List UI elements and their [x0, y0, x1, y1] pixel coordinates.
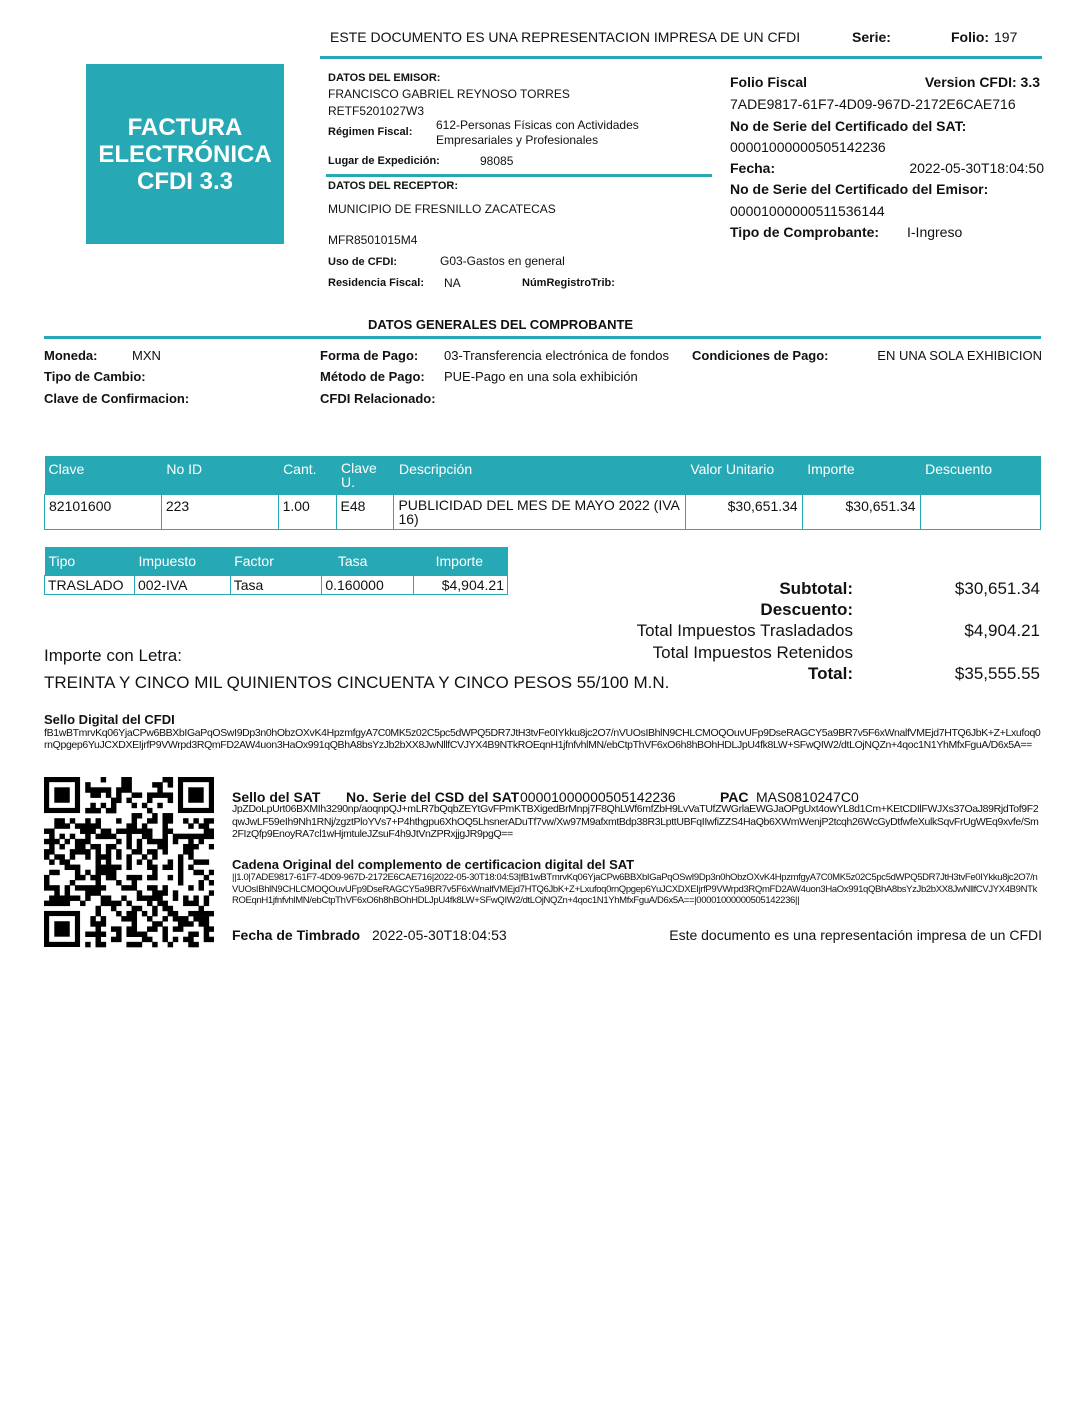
- tax-header-tasa: Tasa: [322, 547, 414, 576]
- concepts-header-row: [45, 456, 1041, 495]
- total-label: Total:: [807, 664, 853, 683]
- cell-claveu: E48: [336, 495, 394, 530]
- serie-label: Serie:: [852, 29, 891, 45]
- cell-clave: 82101600: [45, 495, 162, 530]
- residencia-value: NA: [444, 276, 461, 290]
- general-title: DATOS GENERALES DEL COMPROBANTE: [368, 317, 634, 332]
- logo-line-2: ELECTRÓNICA: [98, 140, 272, 168]
- forma-pago-value: 03-Transferencia electrónica de fondos: [444, 348, 669, 363]
- tipo-comprobante-value: I-Ingreso: [907, 224, 963, 240]
- cert-sat-value: 00001000000505142236: [730, 139, 886, 155]
- condiciones-pago-value: EN UNA SOLA EXHIBICION: [877, 348, 1042, 363]
- regimen-line-2: Empresariales y Profesionales: [436, 133, 599, 147]
- col-header-importe: Importe: [802, 456, 920, 495]
- trasladados-label: Total Impuestos Trasladados: [636, 621, 853, 640]
- fecha-timbrado-value: 2022-05-30T18:04:53: [372, 927, 507, 943]
- cert-emisor-label: No de Serie del Certificado del Emisor:: [730, 181, 989, 197]
- cert-sat-label: No de Serie del Certificado del SAT:: [730, 118, 967, 134]
- uso-cfdi-label: Uso de CFDI:: [328, 256, 398, 268]
- concepts-table: [44, 456, 1041, 530]
- tax-cell-factor: Tasa: [230, 576, 322, 595]
- col-header-descuento: Descuento: [920, 456, 1040, 495]
- qr-code-icon: [44, 777, 214, 949]
- fecha-timbrado-label: Fecha de Timbrado: [232, 927, 361, 943]
- cell-noid: 223: [161, 495, 278, 530]
- subtotal-label: Subtotal:: [779, 579, 853, 598]
- col-header-clave: Clave: [45, 456, 162, 495]
- document-notice: ESTE DOCUMENTO ES UNA REPRESENTACION IMPRESA DE UN CFDI: [330, 29, 801, 45]
- logo-line-1: FACTURA: [127, 113, 243, 141]
- regimen-line-1: 612-Personas Físicas con Actividades: [436, 118, 639, 132]
- tax-cell-tasa: 0.160000: [322, 576, 414, 595]
- numregistro-label: NúmRegistroTrib:: [522, 277, 615, 289]
- lugar-value: 98085: [480, 154, 514, 168]
- taxes-header-row: [45, 547, 508, 576]
- trasladados-value: $4,904.21: [964, 621, 1040, 640]
- emisor-section-label: DATOS DEL EMISOR:: [328, 72, 441, 84]
- col-header-claveu: Clave U.: [336, 456, 394, 495]
- subtotal-value: $30,651.34: [954, 579, 1040, 598]
- footer-notice: Este documento es una representación impresa de un CFDI: [669, 927, 1042, 943]
- tipo-cambio-label: Tipo de Cambio:: [44, 369, 146, 384]
- descuento-label: Descuento:: [760, 600, 853, 619]
- emisor-rule: [326, 174, 712, 177]
- fecha-label: Fecha:: [730, 160, 776, 176]
- general-rule: [44, 336, 1041, 339]
- moneda-value: MXN: [132, 348, 161, 363]
- cfdi-relacionado-label: CFDI Relacionado:: [320, 391, 436, 406]
- tax-cell-impuesto: 002-IVA: [134, 576, 230, 595]
- total-value: $35,555.55: [954, 664, 1040, 683]
- uso-cfdi-value: G03-Gastos en general: [440, 254, 565, 268]
- tax-header-tipo: Tipo: [45, 547, 135, 576]
- emisor-rfc: RETF5201027W3: [328, 104, 425, 118]
- cell-descripcion: PUBLICIDAD DEL MES DE MAYO 2022 (IVA 16): [394, 495, 685, 530]
- moneda-label: Moneda:: [44, 348, 98, 363]
- version-cfdi-label: Version CFDI: 3.3: [924, 74, 1040, 90]
- folio-fiscal-value: 7ADE9817-61F7-4D09-967D-2172E6CAE716: [730, 96, 1016, 112]
- importe-letra-value: TREINTA Y CINCO MIL QUINIENTOS CINCUENTA Y CINCO PESOS 55/100 M.N.: [44, 673, 670, 692]
- metodo-pago-label: Método de Pago:: [320, 369, 425, 384]
- cadena-original-value: ||1.0|7ADE9817-61F7-4D09-967D-2172E6CAE716|2022-05-30T18:04:53|fB1wBTmrvKq06YjaCPw6BBXbIGaPqOSwI9Dp3n0hObzOXvK4HpzmfgyA7C0MK5z02C5pc5dWPQ5DR7JtH3tvFe0IYkku8jc2O7/nVUOsIBhlN9CHLCMOQOuvUFp9DseRAGCY5a9BR7v5F6xWnalfVMEjd7HTQ6JbK+Z+Lxufoq0rnQpgep6YuJCXDXEIjrfP9VWrpd3RQmFD2AW4uon3HaOx991qQBhA8bsYzJb2bXX8JwNllfCVJYX4B9NTkROEqnH1jfnfvhlMN/ebCtpThVF6xO6h8hBOhHDLJpU4fk8LW+SFwQIW2/dtLOjNQZn+4qoc1N1YhMfxFguA/D6x5A==|00001000000505142236||: [232, 872, 1038, 906]
- fecha-value: 2022-05-30T18:04:50: [909, 160, 1044, 176]
- tax-header-factor: Factor: [230, 547, 322, 576]
- sello-cfdi-value: fB1wBTmrvKq06YjaCPw6BBXbIGaPqOSwI9Dp3n0hObzOXvK4HpzmfgyA7C0MK5z02C5pc5dWPQ5DR7JtH3tvFe0IYkku8jc2O7/nVUOsIBhlN9CHLCMOQOuvUFp9DseRAGCY5a9BR7v5F6xWnalfVMEjd7HTQ6JbK+Z+Lxufoq0rnQpgep6YuJCXDXEIjrfP9VWrpd3RQmFD2AW4uon3HaOx991qQBhA8bsYzJb2bXX8JwNllfCVJYX4B9NTkROEqnH1jfnfvhlMN/ebCtpThVF6xO6h8hBOhHDLJpU4fk8LW+SFwQIW2/dtLOjNQZn+4qoc1N1YhMfxFguA/D6x5A==: [44, 727, 1041, 751]
- tax-header-importe: Importe: [414, 547, 508, 576]
- cell-valor-unitario: $30,651.34: [685, 495, 802, 530]
- cert-emisor-value: 00001000000511536144: [730, 203, 885, 219]
- retenidos-label: Total Impuestos Retenidos: [652, 643, 853, 662]
- col-header-valor-unitario: Valor Unitario: [685, 456, 802, 495]
- cell-importe: $30,651.34: [802, 495, 920, 530]
- folio-fiscal-label: Folio Fiscal: [730, 74, 808, 90]
- sello-cfdi-label: Sello Digital del CFDI: [44, 712, 175, 727]
- regimen-label: Régimen Fiscal:: [328, 126, 413, 138]
- lugar-label: Lugar de Expedición:: [328, 155, 440, 167]
- tax-cell-tipo: TRASLADO: [45, 576, 135, 595]
- emisor-name: FRANCISCO GABRIEL REYNOSO TORRES: [328, 87, 570, 101]
- metodo-pago-value: PUE-Pago en una sola exhibición: [444, 369, 638, 384]
- sello-sat-value: JpZDoLpUrt06BXMIh3290np/aoqnpQJ+mLR7bQqbZEYtGvFPmKTBXigedBrMnpj7F8QhLWf6mfZbH9LvVaTUfZWGrlaEWGJaOPgUxt4owYL8d1Cm+KEtCDIlFWJXs37OaJ89RjdTof9F2qwJwLF59eIh9Nh1RNj/zgztPloYVs7+P4hthgpu6XhOQ5LhsnerADuTf7vw/Xw97M9afxmtBdp38R3LpttUBFqIIwfiZZS4HaQb6XWmWenjP2tcqh26WcGyDtfwfeXulkSqvFrUgWEq9xvfe/Sm2FIzQfp9EnoyRA7cl1wHjmtuleJZsuF4h9JtVnZPRxjjgJR9pgQ==: [232, 803, 1039, 840]
- cell-descuento: [920, 495, 1040, 530]
- col-header-descripcion: Descripción: [394, 456, 685, 495]
- cell-cant: 1.00: [278, 495, 336, 530]
- col-header-cant: Cant.: [278, 456, 336, 495]
- sello-sat-label: Sello del SAT: [232, 789, 321, 805]
- header-rule: [320, 56, 1042, 59]
- pac-value: MAS0810247C0: [756, 789, 859, 805]
- folio-label: Folio:: [951, 29, 990, 45]
- csd-sat-value: 00001000000505142236: [520, 789, 676, 805]
- clave-confirmacion-label: Clave de Confirmacion:: [44, 391, 190, 406]
- receptor-section-label: DATOS DEL RECEPTOR:: [328, 180, 458, 192]
- logo-line-3: CFDI 3.3: [136, 167, 234, 195]
- forma-pago-label: Forma de Pago:: [320, 348, 419, 363]
- invoice-logo: [86, 64, 284, 244]
- csd-sat-label: No. Serie del CSD del SAT: [346, 789, 520, 805]
- col-header-noid: No ID: [161, 456, 278, 495]
- tax-cell-importe: $4,904.21: [414, 576, 508, 595]
- pac-label: PAC: [720, 789, 749, 805]
- cadena-original-label: Cadena Original del complemento de certificacion digital del SAT: [232, 857, 635, 872]
- receptor-name: MUNICIPIO DE FRESNILLO ZACATECAS: [328, 202, 556, 216]
- table-row: [45, 576, 508, 595]
- condiciones-pago-label: Condiciones de Pago:: [692, 348, 829, 363]
- folio-value: 197: [994, 29, 1018, 45]
- importe-letra-label: Importe con Letra:: [44, 646, 182, 665]
- taxes-table: [44, 547, 508, 595]
- residencia-label: Residencia Fiscal:: [328, 277, 424, 289]
- table-row: [45, 495, 1041, 530]
- tipo-comprobante-label: Tipo de Comprobante:: [730, 224, 880, 240]
- qr-code-graphic: [44, 777, 214, 949]
- tax-header-impuesto: Impuesto: [134, 547, 230, 576]
- receptor-rfc: MFR8501015M4: [328, 233, 418, 247]
